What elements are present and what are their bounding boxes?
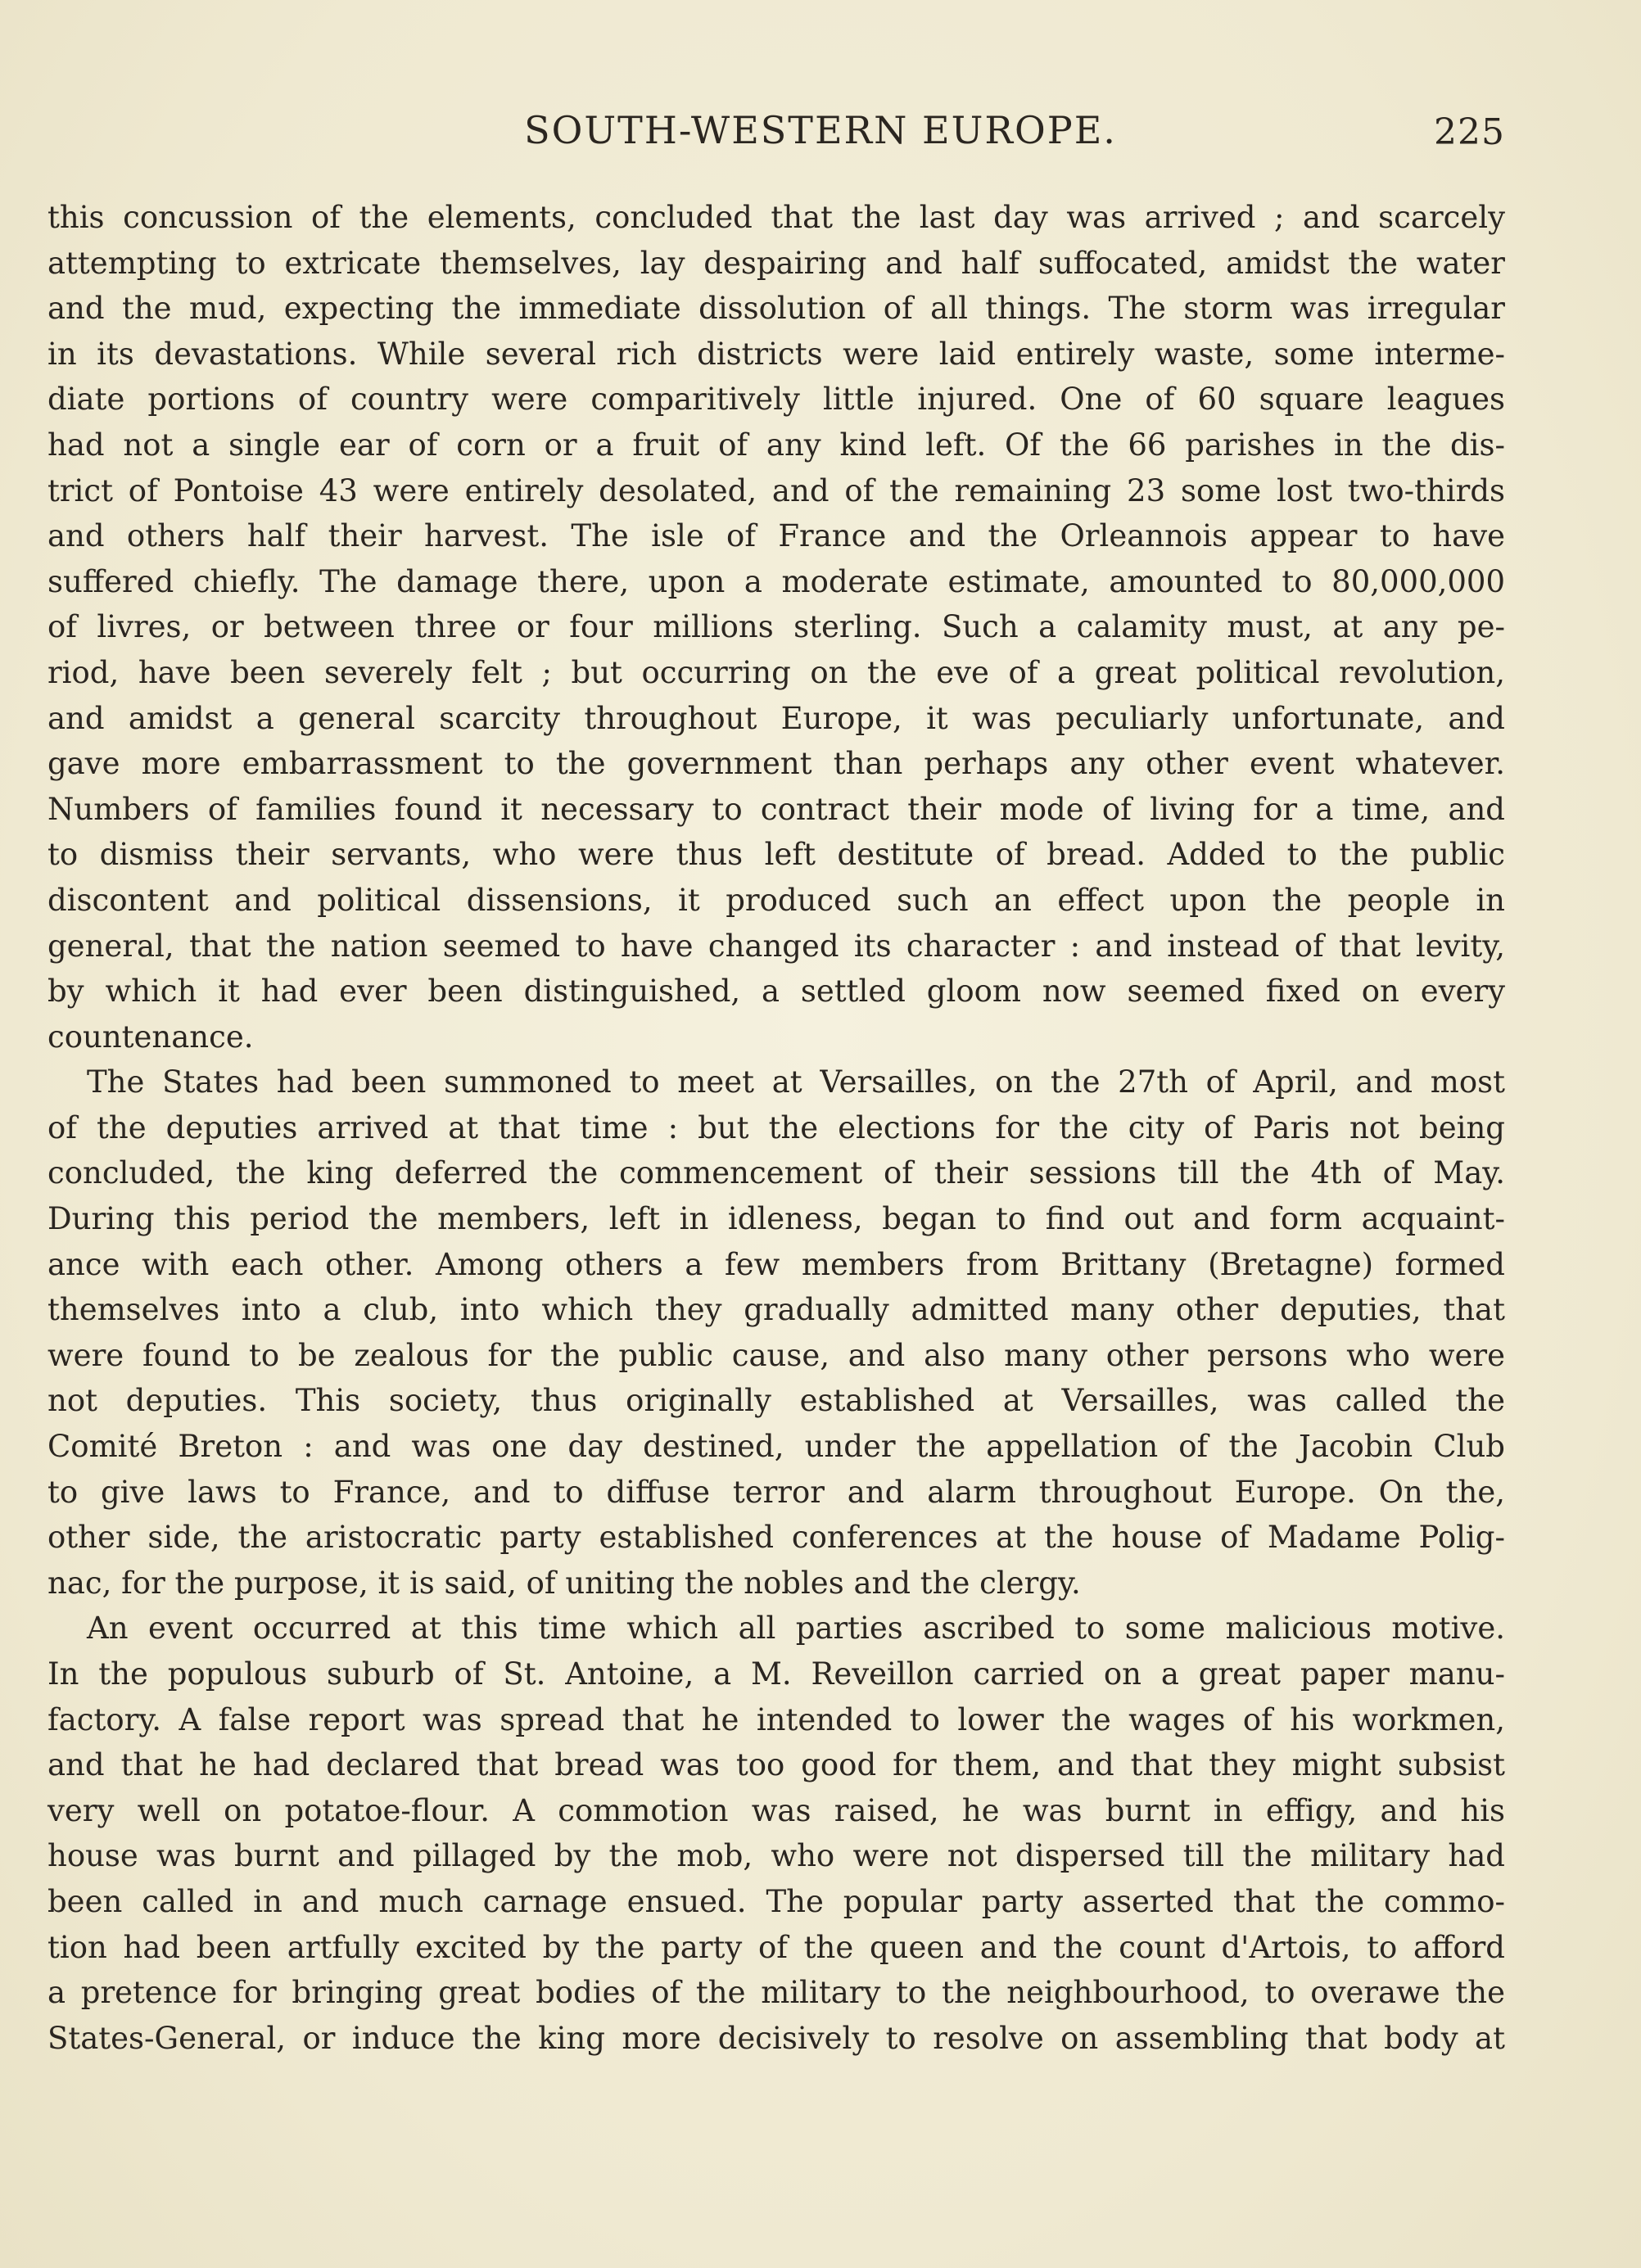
text-line: other side, the aristocratic party established conferences at the house of Madame Polig- (47, 1520, 1505, 1556)
text-line: nac, for the purpose, it is said, of uniting the nobles and the clergy. (47, 1565, 1081, 1601)
text-line: gave more embarrassment to the government than perhaps any other event whatever. (47, 746, 1505, 782)
text-line: to dismiss their servants, who were thus left destitute of bread. Added to the public (47, 837, 1505, 873)
text-line: and others half their harvest. The isle of France and the Orleannois appear to have (47, 518, 1505, 554)
text-line: attempting to extricate themselves, lay despairing and half suffocated, amidst the water (47, 245, 1505, 281)
text-line: factory. A false report was spread that he intended to lower the wages of his workmen, (47, 1701, 1505, 1737)
text-line: Numbers of families found it necessary to contract their mode of living for a time, and (47, 791, 1505, 827)
text-line: of livres, or between three or four millions sterling. Such a calamity must, at any pe- (47, 609, 1505, 645)
text-line: a pretence for bringing great bodies of the military to the neighbourhood, to overawe the (47, 1975, 1505, 2011)
page-number: 225 (1434, 111, 1505, 153)
text-line: tion had been artfully excited by the party of the queen and the count d'Artois, to afford (47, 1929, 1505, 1965)
text-line: countenance. (47, 1019, 254, 1055)
text-line: general, that the nation seemed to have changed its character : and instead of that levity, (47, 928, 1505, 964)
text-line: and amidst a general scarcity throughout Europe, it was peculiarly unfortunate, and (47, 700, 1505, 736)
text-line: riod, have been severely felt ; but occurring on the eve of a great political revolution, (47, 654, 1505, 690)
text-line: and that he had declared that bread was too good for them, and that they might subsist (47, 1747, 1505, 1783)
text-line: this concussion of the elements, concluded that the last day was arrived ; and scarcely (47, 200, 1505, 235)
text-line: trict of Pontoise 43 were entirely desolated, and of the remaining 23 some lost two-thirds (47, 472, 1505, 508)
text-line: in its devastations. While several rich districts were laid entirely waste, some interme- (47, 336, 1505, 372)
text-line: very well on potatoe-flour. A commotion was raised, he was burnt in effigy, and his (47, 1792, 1505, 1828)
text-line: An event occurred at this time which all parties ascribed to some malicious motive. (87, 1611, 1505, 1647)
text-line: suffered chiefly. The damage there, upon a moderate estimate, amounted to 80,000,000 (47, 563, 1505, 599)
text-line: discontent and political dissensions, it produced such an effect upon the people in (47, 882, 1505, 918)
text-line: were found to be zealous for the public cause, and also many other persons who were (47, 1337, 1505, 1373)
page-title: SOUTH-WESTERN EUROPE. (524, 108, 1117, 152)
text-line: concluded, the king deferred the commencement of their sessions till the 4th of May. (47, 1155, 1505, 1191)
running-head (0, 108, 1641, 165)
body-text (47, 195, 1505, 2061)
text-line: In the populous suburb of St. Antoine, a M. Reveillon carried on a great paper manu- (47, 1656, 1505, 1692)
text-line: had not a single ear of corn or a fruit of any kind left. Of the 66 parishes in the dis- (47, 427, 1505, 463)
text-line: by which it had ever been distinguished, a settled gloom now seemed fixed on every (47, 974, 1505, 1010)
text-line: During this period the members, left in idleness, began to find out and form acquaint- (47, 1201, 1505, 1237)
text-line: not deputies. This society, thus originally established at Versailles, was called the (47, 1383, 1505, 1419)
text-line: house was burnt and pillaged by the mob, who were not dispersed till the military had (47, 1838, 1505, 1874)
text-line: States-General, or induce the king more decisively to resolve on assembling that body at (47, 2020, 1505, 2056)
text-line: been called in and much carnage ensued. The popular party asserted that the commo- (47, 1883, 1505, 1919)
text-line: to give laws to France, and to diffuse terror and alarm throughout Europe. On the, (47, 1474, 1505, 1510)
text-line: and the mud, expecting the immediate dissolution of all things. The storm was irregular (47, 291, 1505, 327)
text-line: of the deputies arrived at that time : but the elections for the city of Paris not being (47, 1109, 1505, 1145)
text-line: ance with each other. Among others a few members from Brittany (Bretagne) formed (47, 1246, 1505, 1282)
text-line: diate portions of country were comparitively little injured. One of 60 square leagues (47, 382, 1505, 418)
text-line: Comité Breton : and was one day destined, under the appellation of the Jacobin Club (47, 1429, 1505, 1465)
text-line: themselves into a club, into which they gradually admitted many other deputies, that (47, 1292, 1505, 1328)
text-line: The States had been summoned to meet at Versailles, on the 27th of April, and most (87, 1064, 1505, 1100)
